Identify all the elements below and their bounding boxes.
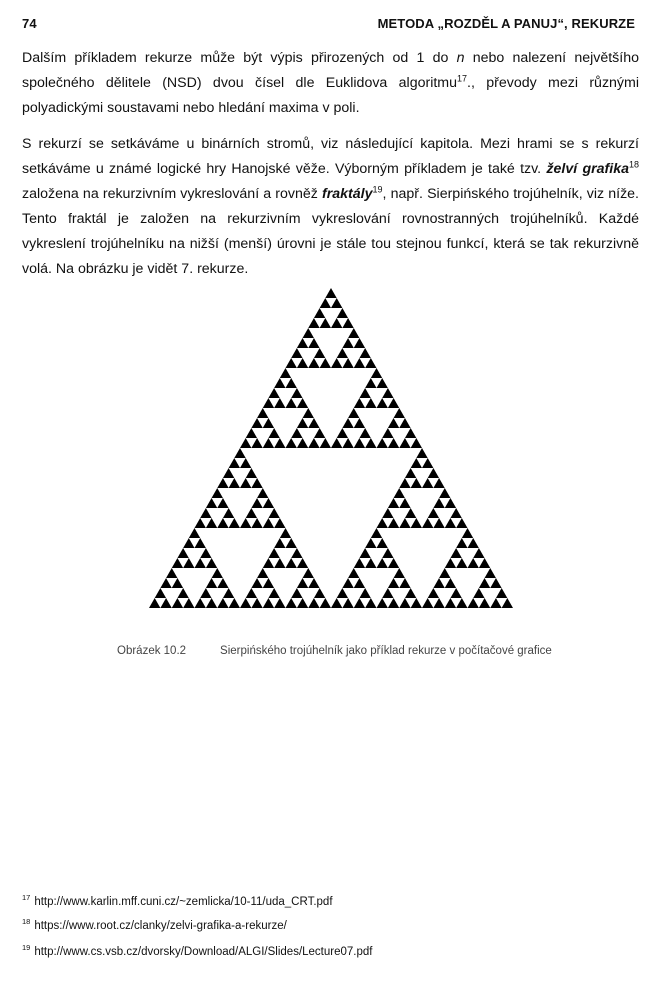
paragraph-1-text-a: Dalším příkladem rekurze může být výpis přirozených od 1 do: [22, 50, 457, 66]
paragraph-2-text-c: , např. Sierpińského trojúhelník, viz níže. Tento fraktál je založen na rekurzivním vykreslování rovnostranných trojúhelníků. Každé vykreslení trojúhelníku na nižší (menší) úrovni je stále tou stejnou funkcí, která se tak rekurzivně volá. Na obrázku je vidět 7. rekurze.: [22, 186, 640, 277]
paragraph-2: [22, 132, 639, 282]
paragraph-1-text-b: nebo nalezení největšího společného dělitele (NSD) dvou čísel dle Euklidova algoritmu: [22, 50, 639, 91]
sierpinski-triangle: [149, 288, 513, 608]
term-turtle-graphics: želví grafika: [546, 161, 629, 177]
footnote-18-link[interactable]: https://www.root.cz/clanky/zelvi-grafika-a-rekurze/: [34, 920, 287, 932]
page-number: 74: [22, 16, 37, 31]
paragraph-2-text-b: založena na rekurzivním vykreslování a rovněž: [22, 186, 323, 202]
paragraph-2-text-a: S rekurzí se setkáváme u binárních stromů, viz následující kapitola. Mezi hrami se s rekurzí setkáváme u známé logické hry Hanojské věže. Výborným příkladem je také tzv.: [22, 136, 639, 177]
footnote-19: [22, 943, 373, 958]
footnote-ref-19[interactable]: 19: [372, 184, 383, 195]
figure-caption: [117, 645, 552, 657]
footnote-17-number: 17: [22, 893, 31, 903]
figure-caption-number: Obrázek 10.2: [117, 645, 187, 657]
sierpinski-figure: [149, 288, 513, 608]
paragraph-1-text-c: ., převody mezi různými polyadickými soustavami nebo hledání maxima v poli.: [22, 75, 639, 116]
footnote-18: [22, 917, 287, 932]
footnote-17: [22, 893, 333, 908]
chapter-title: METODA „ROZDĚL A PANUJ“, REKURZE: [377, 16, 635, 31]
footnote-17-link[interactable]: http://www.karlin.mff.cuni.cz/~zemlicka/10-11/uda_CRT.pdf: [34, 896, 333, 908]
sierpinski-shape: [149, 288, 513, 608]
footnote-ref-17[interactable]: 17: [457, 73, 468, 84]
page-header: [22, 16, 635, 36]
footnote-18-number: 18: [22, 917, 31, 927]
footnote-ref-18[interactable]: 18: [628, 159, 639, 170]
term-fractals: fraktály: [322, 186, 373, 202]
figure-caption-text: Sierpińského trojúhelník jako příklad rekurze v počítačové grafice: [220, 645, 552, 657]
paragraph-1: [22, 46, 639, 121]
footnote-19-link[interactable]: http://www.cs.vsb.cz/dvorsky/Download/ALGI/Slides/Lecture07.pdf: [34, 946, 373, 958]
footnote-19-number: 19: [22, 943, 31, 953]
paragraph-1-variable-n: n: [456, 50, 465, 66]
